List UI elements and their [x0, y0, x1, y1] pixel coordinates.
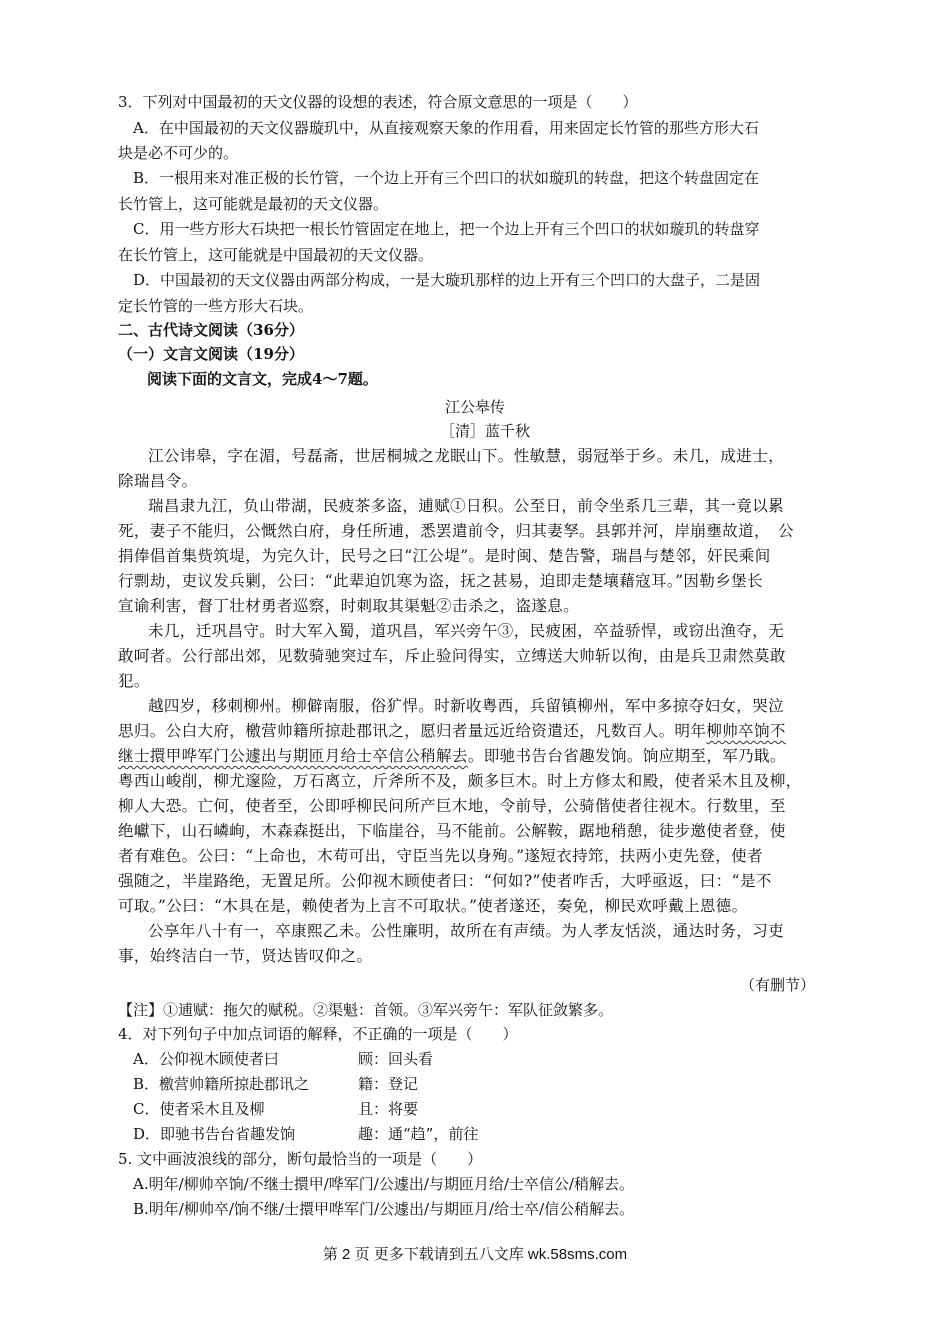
passage-line: 瑞昌隶九江，负山带湖，民疲茶多盗，逋赋①日积。公至日，前令坐系几三辈，其一竟以累	[148, 497, 785, 515]
wavy-underlined-text: 继士擐甲哗军门公遽出与期匝月给士卒信公稍解去	[118, 747, 468, 765]
q4-option-a-explanation: 顾：回头看	[358, 1050, 434, 1068]
passage-line: 宣谕利害，督丁壮材勇者巡察，时刺取其渠魁②击杀之，盗遂息。	[118, 597, 580, 615]
q4-option-b-sentence: B．檄营帅籍所掠赴郡讯之	[133, 1075, 310, 1093]
passage-line	[118, 721, 786, 741]
passage-line: 粤西山峻削，柳尤邃险，万石离立，斤斧所不及，颇多巨木。时上方修太和殿，使者采木且及柳，	[118, 772, 802, 790]
q3-option-a: A．在中国最初的天文仪器璇玑中，从直接观察天象的作用看，用来固定长竹管的那些方形大石	[133, 119, 759, 137]
q3-stem: 3．下列对中国最初的天文仪器的设想的表述，符合原文意思的一项是（ ）	[118, 93, 638, 111]
passage-line: 绝巘下，山石嶙峋，木森森挺出，下临崖谷，马不能前。公解鞍，踞地稍憩，徒步邀使者登，使	[118, 822, 786, 840]
q4-option-d-sentence: D．即驰书告台省趣发饷	[133, 1125, 296, 1143]
wavy-underlined-text: 柳帅卒饷不	[706, 722, 786, 740]
q4-stem: 4．对下列句子中加点词语的解释，不正确的一项是（ ）	[118, 1025, 518, 1043]
passage-line	[118, 746, 786, 766]
q4-option-b-explanation: 籍：登记	[358, 1075, 419, 1093]
passage-line: 捐俸倡首集赀筑堤，为完久计，民号之曰“江公堤”。是时闽、楚告警，瑞昌与楚邻，奸民乘间	[118, 547, 771, 565]
passage-line: 事，始终洁白一节，贤达皆叹仰之。	[118, 947, 373, 965]
passage-line: 越四岁，移刺柳州。柳僻南服，俗犷悍。时新收粤西，兵留镇柳州，军中多掠夺妇女，哭泣	[148, 697, 785, 715]
passage-line: 死，妻子不能归，公慨然白府，身任所逋，悉罢遣前令，归其妻孥。县郭并河，岸崩壅故道， 公	[118, 522, 794, 540]
footnote: 【注】①逋赋：拖欠的赋税。②渠魁：首领。③军兴旁午：军队征敛繁多。	[118, 1001, 614, 1019]
q3-option-b: B．一根用来对准正极的长竹管，一个边上开有三个凹口的状如璇玑的转盘，把这个转盘固定在	[133, 169, 760, 187]
passage-line: 公享年八十有一，卒康熙乙未。公性廉明，故所在有声绩。为人孝友恬淡，通达时务，习吏	[148, 922, 785, 940]
passage-line: 敢呵者。公行部出郊，见数骑驰突过车，斥止验问得实，立缚送大帅斩以徇，由是兵卫肃然莫敢	[118, 647, 786, 665]
q3-option-d-cont: 定长竹管的一些方形大石块。	[118, 297, 314, 315]
page-footer: 第 2 页 更多下载请到五八文库 wk.58sms.com	[322, 1246, 628, 1263]
passage-line: 除瑞昌令。	[118, 472, 198, 490]
q4-option-c-explanation: 且：将要	[358, 1100, 419, 1118]
q4-option-c-sentence: C．使者采木且及柳	[133, 1100, 265, 1118]
passage-line: 未几，迁巩昌守。时大军入蜀，道巩昌，军兴旁午③，民疲困，卒益骄悍，或窃出渔夺，无	[148, 622, 785, 640]
q4-option-a-sentence: A．公仰视木顾使者曰	[133, 1050, 279, 1068]
passage-line: 强随之，半崖路绝，无置足所。公仰视木顾使者曰：“何如?”使者咋舌，大呼亟返，曰：“是不	[118, 872, 772, 890]
passage-text: 思归。公白大府，檄营帅籍所掠赴郡讯之，愿归者量远近给资遣还，凡数百人。明年	[118, 722, 707, 740]
q4-option-d-explanation: 趣：通“趋”，前往	[358, 1125, 479, 1143]
q5-option-b: B.明年/柳帅卒/饷不继/士擐甲哗军门/公遽出/与期匝月/给士卒/信公稍解去。	[133, 1200, 635, 1218]
passage-title: 江公皋传	[444, 398, 505, 416]
q5-stem: 5. 文中画波浪线的部分，断句最恰当的一项是（ ）	[118, 1150, 483, 1168]
passage-line: 者有难色。公曰：“上命也，木苟可出，守臣当先以身殉。”遂短衣持筇，扶两小吏先登，使者	[118, 847, 763, 865]
section-heading: 二、古代诗文阅读（36分）	[118, 321, 304, 339]
passage-line: 犯。	[118, 672, 150, 690]
passage-author: ［清］蓝千秋	[440, 422, 531, 440]
q3-option-b-cont: 长竹管上，这可能就是最初的天文仪器。	[118, 195, 389, 213]
abridged-note: （有删节）	[740, 976, 816, 994]
passage-text: 。即驰书告台省趣发饷。饷应期至，军乃戢。	[467, 747, 786, 765]
q3-option-c-cont: 在长竹管上，这可能就是中国最初的天文仪器。	[118, 246, 434, 264]
q5-option-a: A.明年/柳帅卒饷/不继士擐甲/哗军门/公遽出/与期匝月给/士卒信公/稍解去。	[133, 1175, 634, 1193]
q3-option-a-cont: 块是必不可少的。	[118, 144, 239, 162]
reading-instruction: 阅读下面的文言文，完成4～7题。	[147, 370, 378, 388]
q3-option-c: C．用一些方形大石块把一根长竹管固定在地上，把一个边上开有三个凹口的状如璇玑的转盘穿	[133, 220, 760, 238]
q3-option-d: D．中国最初的天文仪器由两部分构成，一是大璇玑那样的边上开有三个凹口的大盘子，二是固	[133, 271, 761, 289]
passage-line: 柳人大恐。亡何，使者至，公即呼柳民问所产巨木地，令前导，公骑偕使者往视木。行数里，至	[118, 797, 786, 815]
passage-line: 行剽劫，吏议发兵剿，公曰：“此辈迫饥寒为盗，抚之甚易，迫即走楚壤藉寇耳。”因勒乡堡长	[118, 572, 763, 590]
passage-line: 可取。”公曰：“木具在是，赖使者为上言不可取状。”使者遂还，奏免，柳民欢呼戴上恩德。	[118, 897, 748, 915]
subsection-heading: （一）文言文阅读（19分）	[118, 345, 304, 363]
passage-line: 江公讳皋，字在湄，号磊斋，世居桐城之龙眠山下。性敏慧，弱冠举于乡。未几，成进士，	[148, 447, 785, 465]
